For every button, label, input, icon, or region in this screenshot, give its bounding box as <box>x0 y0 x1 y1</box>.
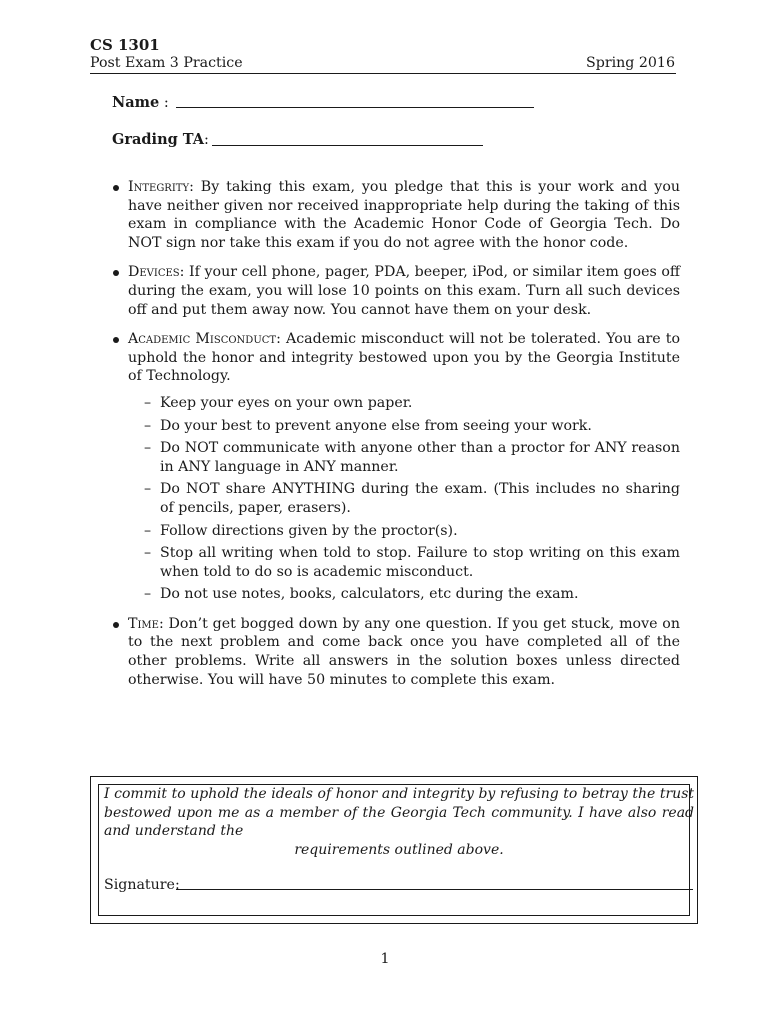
time-text: Don’t get bogged down by any one question. If you get stuck, move on to the next problem and come back once you have completed all of the other problems. Write all answers in the solution boxes unless directed otherwise. You will have 50 minutes to complete this exam. <box>128 615 680 688</box>
signature-line[interactable] <box>176 889 693 890</box>
bullet-time <box>112 615 680 689</box>
exam-term: Spring 2016 <box>586 55 675 71</box>
ta-label-text: Grading TA <box>112 131 205 148</box>
misconduct-rules <box>128 394 680 604</box>
bullet-integrity <box>112 178 680 252</box>
honor-pledge-text <box>104 785 694 859</box>
bullet-dot <box>113 622 119 628</box>
course-code: CS 1301 <box>90 36 160 54</box>
page-number: 1 <box>380 951 390 967</box>
bullet-academic-misconduct <box>112 330 680 604</box>
rule-item <box>144 585 680 604</box>
devices-title: Devices: <box>128 264 185 281</box>
misconduct-title: Academic Misconduct: <box>128 331 281 348</box>
grading-ta-field-label <box>112 131 209 148</box>
rule-item <box>144 439 680 476</box>
bullet-dot <box>113 270 119 276</box>
dash-mark: – <box>144 545 152 562</box>
rule-item <box>144 394 680 413</box>
integrity-title: Integrity: <box>128 179 194 195</box>
rule-item <box>144 480 680 517</box>
dash-mark: – <box>144 440 152 457</box>
bullet-devices <box>112 263 680 319</box>
pledge-text-main: I commit to uphold the ideals of honor and integrity by refusing to betray the trust bestowed upon me as a member of the Georgia Tech community. I have also read and understand the <box>104 786 694 840</box>
misconduct-text: Academic misconduct will not be tolerated. You are to uphold the honor and integrity bestowed upon you by the Georgia Institute of Technology. <box>128 331 681 385</box>
dash-mark: – <box>144 481 152 498</box>
bullet-dot <box>113 337 119 343</box>
pledge-text-last: requirements outlined above. <box>294 841 504 858</box>
dash-mark: – <box>144 394 152 411</box>
rule-text: Do NOT communicate with anyone other than a proctor for ANY reason in ANY language in ANY manner. <box>160 440 680 475</box>
ta-label-colon: : <box>204 132 209 148</box>
devices-text: If your cell phone, pager, PDA, beeper, iPod, or similar item goes off during the exam, you will lose 10 points on this exam. Turn all such devices off and put them away now. You cannot have them on your desk. <box>128 264 680 318</box>
grading-ta-input-line[interactable] <box>212 145 483 146</box>
header-divider <box>90 73 676 74</box>
name-label-text: Name <box>112 94 160 111</box>
rule-item <box>144 522 680 541</box>
name-label-colon: : <box>159 95 169 111</box>
dash-mark: – <box>144 417 152 434</box>
exam-subtitle: Post Exam 3 Practice <box>90 55 243 71</box>
dash-mark: – <box>144 522 152 539</box>
signature-label: Signature: <box>104 877 180 893</box>
rule-text: Keep your eyes on your own paper. <box>160 394 413 411</box>
rule-text: Do NOT share ANYTHING during the exam. (This includes no sharing of pencils, paper, erasers). <box>160 481 680 516</box>
dash-mark: – <box>144 586 152 603</box>
rule-text: Do not use notes, books, calculators, etc during the exam. <box>160 586 579 603</box>
name-input-line[interactable] <box>176 107 534 108</box>
rule-text: Follow directions given by the proctor(s). <box>160 522 458 539</box>
integrity-text: By taking this exam, you pledge that this is your work and you have neither given nor received inappropriate help during the taking of this exam in compliance with the Academic Honor Code of Georgia Tech. Do NOT sign nor take this exam if you do not agree with the honor code. <box>128 179 680 251</box>
instructions-list <box>112 178 680 700</box>
bullet-dot <box>113 185 119 191</box>
rule-item <box>144 544 680 581</box>
rule-text: Stop all writing when told to stop. Failure to stop writing on this exam when told to do so is academic misconduct. <box>160 545 680 580</box>
rule-item <box>144 417 680 436</box>
rule-text: Do your best to prevent anyone else from seeing your work. <box>160 417 592 434</box>
name-field-label <box>112 94 169 111</box>
time-title: Time: <box>128 615 164 632</box>
